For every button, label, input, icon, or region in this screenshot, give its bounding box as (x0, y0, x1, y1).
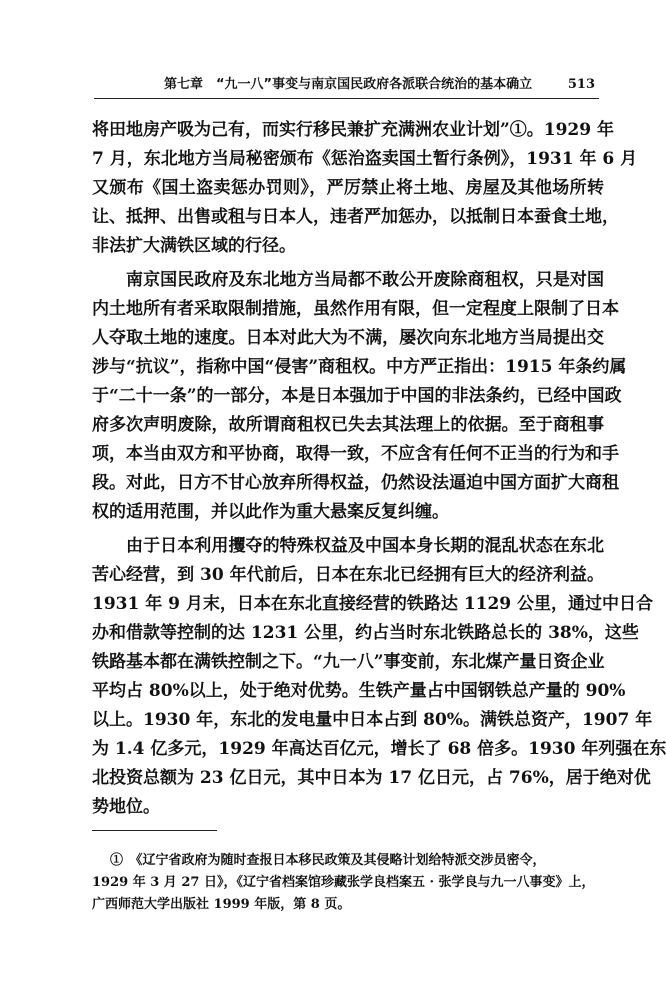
text-line: 为 1.4 亿多元，1929 年高达百亿元，增长了 68 倍多。1930 年列强在东 (92, 739, 666, 759)
paragraph-3 (92, 532, 666, 822)
text-line: 让、抵押、出售或租与日本人，违者严加惩办，以抵制日本蚕食土地， (92, 207, 619, 227)
text-line: 北投资总额为 23 亿日元，其中日本为 17 亿日元，占 76%，居于绝对优 (92, 768, 651, 788)
text-line: 办和借款等控制的达 1231 公里，约占当时东北铁路总长的 38%，这些 (92, 623, 639, 643)
text-line: 铁路基本都在满铁控制之下。“九一八”事变前，东北煤产量日资企业 (92, 652, 605, 672)
text-line: 南京国民政府及东北地方当局都不敢公开废除商租权，只是对国 (126, 270, 604, 290)
text-line: 又颁布《国土盗卖惩办罚则》，严厉禁止将土地、房屋及其他场所转 (92, 178, 604, 198)
text-line: 由于日本利用攫夺的特殊权益及中国本身长期的混乱状态在东北 (126, 536, 604, 556)
running-header (94, 74, 599, 99)
footnote-line: ① 《辽宁省政府为随时查报日本移民政策及其侵略计划给特派交涉员密令， (110, 853, 546, 868)
text-line: 涉与“抗议”，指称中国“侵害”商租权。中方严正指出：1915 年条约属 (92, 357, 627, 377)
footnote (92, 850, 604, 916)
text-line: 人夺取土地的速度。日本对此大为不满，屡次向东北地方当局提出交 (92, 328, 604, 348)
text-line: 以上。1930 年，东北的发电量中日本占到 80%。满铁总资产，1907 年 (92, 710, 653, 730)
text-line: 7 月，东北地方当局秘密颁布《惩治盗卖国土暂行条例》，1931 年 6 月 (92, 149, 638, 169)
text-line: 苦心经营，到 30 年代前后，日本在东北已经拥有巨大的经济利益。 (92, 565, 604, 585)
paragraph-1 (92, 116, 638, 261)
chapter-title: 第七章 “九一八”事变与南京国民政府各派联合统治的基本确立 (164, 77, 533, 92)
text-line: 项，本当由双方和平协商，取得一致，不应含有任何不正当的行为和手 (92, 444, 619, 464)
text-line: 非法扩大满铁区域的行径。 (92, 236, 296, 256)
text-line: 于“二十一条”的一部分，本是日本强加于中国的非法条约，已经中国政 (92, 386, 622, 406)
text-line: 内土地所有者采取限制措施，虽然作用有限，但一定程度上限制了日本 (92, 299, 619, 319)
footnote-divider (92, 830, 217, 831)
text-line: 府多次声明废除，故所谓商租权已失去其法理上的依据。至于商租事 (92, 415, 604, 435)
text-line: 权的适用范围，并以此作为重大悬案反复纠缠。 (92, 502, 449, 522)
text-line: 平均占 80%以上，处于绝对优势。生铁产量占中国钢铁总产量的 90% (92, 681, 626, 701)
text-line: 势地位。 (92, 797, 160, 817)
main-text (92, 116, 666, 827)
text-line: 段。对此，日方不甘心放弃所得权益，仍然设法逼迫中国方面扩大商租 (92, 473, 619, 493)
footnote-line: 1929 年 3 月 27 日》，《辽宁省档案馆珍藏张学良档案五 · 张学良与九一八事变》上， (92, 875, 595, 890)
page-number: 513 (567, 77, 595, 92)
text-line: 将田地房产吸为己有，而实行移民兼扩充满洲农业计划”①。1929 年 (92, 120, 615, 140)
paragraph-2 (92, 266, 627, 527)
footnote-line: 广西师范大学出版社 1999 年版，第 8 页。 (92, 897, 351, 912)
text-line: 1931 年 9 月末，日本在东北直接经营的铁路达 1129 公里，通过中日合 (92, 594, 654, 614)
